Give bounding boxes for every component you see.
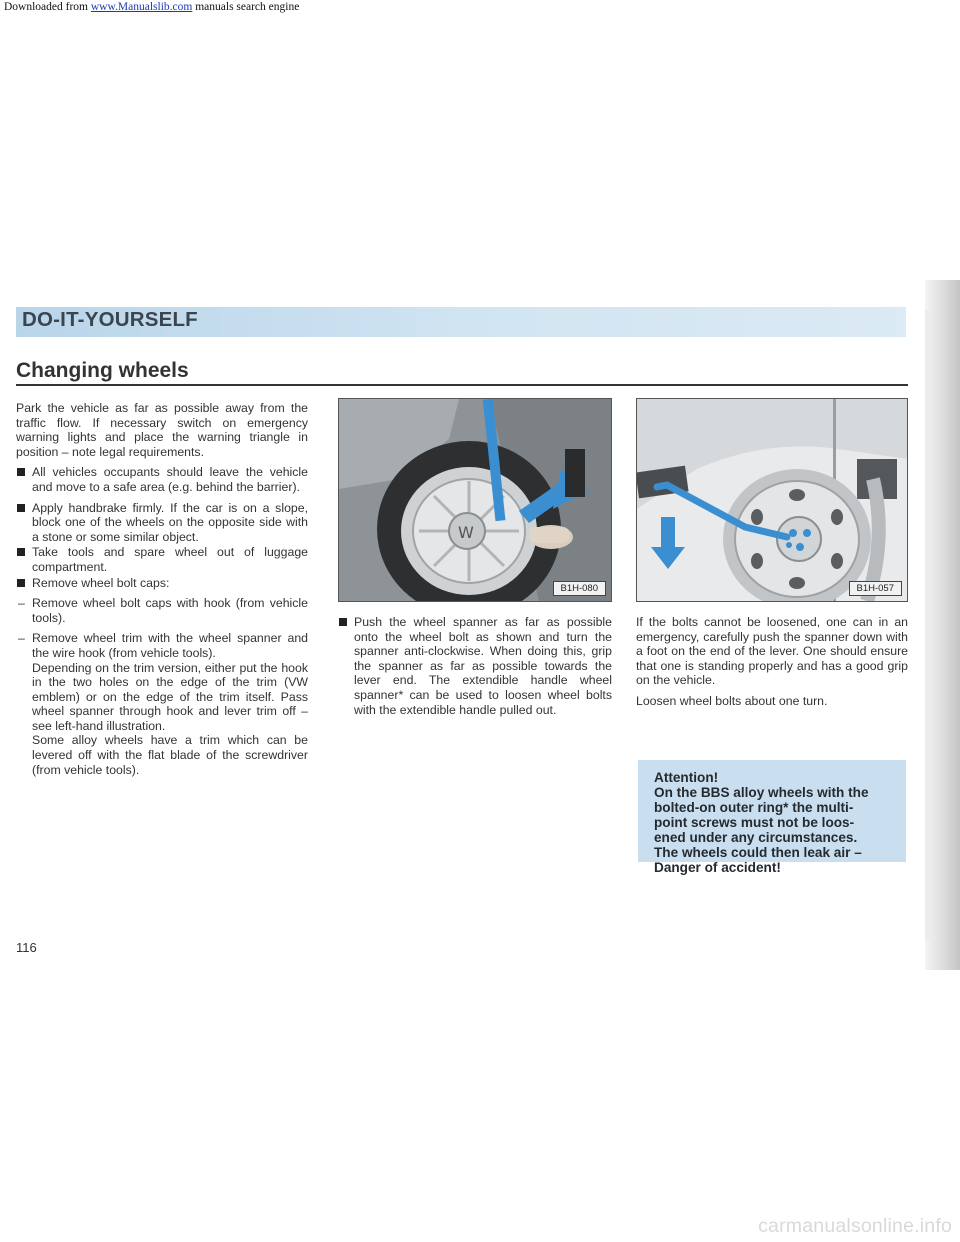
svg-text:W: W <box>458 523 474 542</box>
figure-foot-lever <box>636 398 908 602</box>
title-divider <box>16 384 908 386</box>
trim-version-paragraph: Depending on the trim version, either put the hook in the two holes on the edge of the trim (VW emblem) or on the edge of the trim itself. Pass wheel spanner through hook and lever trim off – see left-hand illustration. <box>32 660 308 733</box>
attention-line: bolted-on outer ring* the multi- <box>654 800 854 815</box>
thumb-index-tab <box>925 280 960 970</box>
download-source-line <box>4 1 299 13</box>
dash-item-trim <box>16 631 308 777</box>
column-middle <box>338 615 612 723</box>
loosen-bolts-paragraph: Loosen wheel bolts about one turn. <box>636 693 828 708</box>
bullet-handbrake: Apply handbrake firmly. If the car is on a slope, block one of the wheels on the opposite side with a stone or some similar object. <box>16 501 308 545</box>
column-left <box>16 401 308 783</box>
attention-line: Danger of accident! <box>654 860 781 875</box>
dash-mark: – <box>18 596 25 611</box>
attention-heading: Attention! <box>654 770 719 785</box>
bullet-occupants: All vehicles occupants should leave the vehicle and move to a safe area (e.g. behind the barrier). <box>16 465 308 494</box>
bullet-tools: Take tools and spare wheel out of luggage compartment. <box>16 545 308 574</box>
attention-line: point screws must not be loos- <box>654 815 855 830</box>
intro-paragraph: Park the vehicle as far as possible away from the traffic flow. If necessary switch on emergency warning lights and place the warning triangle in position – note legal requirements. <box>16 401 308 459</box>
dash-mark: – <box>18 631 25 646</box>
bullet-bolt-caps: Remove wheel bolt caps: <box>16 576 308 591</box>
figure1-label: B1H-080 <box>553 581 607 596</box>
download-prefix: Downloaded from <box>4 1 91 13</box>
alloy-trim-paragraph: Some alloy wheels have a trim which can be levered off with the flat blade of the screwdriver (from vehicle tools). <box>32 733 308 777</box>
attention-text <box>654 770 898 875</box>
figure2-label: B1H-057 <box>849 581 903 596</box>
foot-lever-illustration <box>637 399 907 601</box>
spanner-instructions: Push the wheel spanner as far as possible onto the wheel bolt as shown and turn the spanner anti-clockwise. When doing this, grip the spanner as far as possible towards the lever end. The extendible handle wheel spanner* can be used to loosen wheel bolts with the extendible handle pulled out. <box>338 615 612 717</box>
attention-box <box>638 760 906 875</box>
manualslib-link[interactable]: www.Manualslib.com <box>90 1 193 13</box>
page-number: 116 <box>16 940 37 955</box>
download-suffix: manuals search engine <box>192 1 300 13</box>
attention-line: ened under any circumstances. <box>654 830 858 845</box>
dash-item-caps <box>16 596 308 625</box>
page-title: Changing wheels <box>16 359 189 382</box>
column-right <box>636 615 908 715</box>
section-header-bar <box>16 307 906 337</box>
foot-lever-paragraph: If the bolts cannot be loosened, one can in an emergency, carefully push the spanner down with a foot on the end of the lever. One should ensure that one is standing properly and has a good grip on the vehicle. <box>636 615 908 688</box>
figure-wheel-spanner <box>338 398 612 602</box>
dash-item-text: Remove wheel bolt caps with hook (from vehicle tools). <box>32 596 308 625</box>
dash-item-text: Remove wheel trim with the wheel spanner and the wire hook (from vehicle tools). <box>32 631 308 660</box>
attention-line: The wheels could then leak air – <box>654 845 862 860</box>
wheel-spanner-illustration <box>339 399 611 601</box>
attention-line: On the BBS alloy wheels with the <box>654 785 869 800</box>
watermark: carmanualsonline.info <box>758 1215 952 1237</box>
section-title: DO-IT-YOURSELF <box>22 308 198 331</box>
